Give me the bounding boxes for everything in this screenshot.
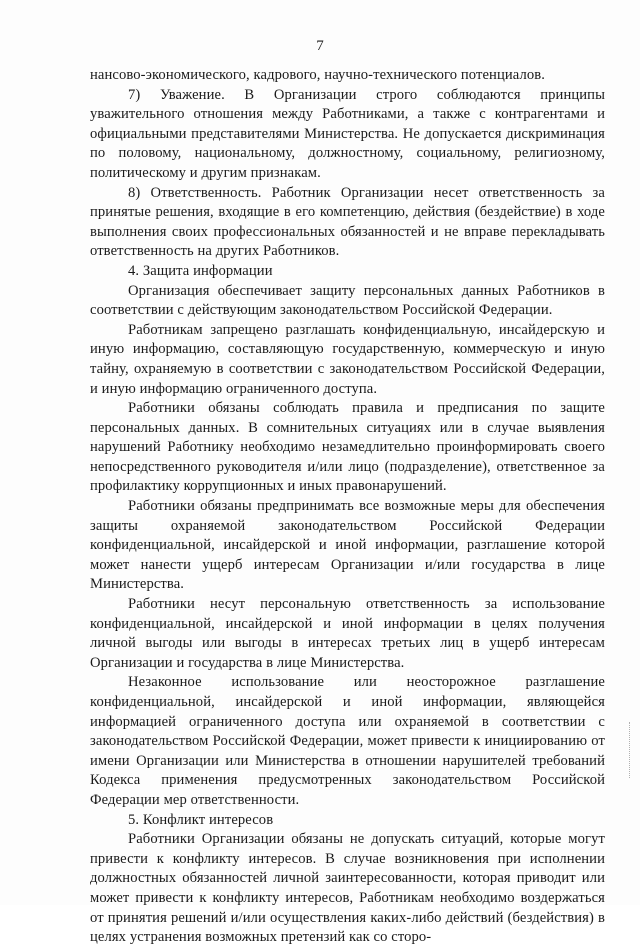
paragraph-respect: 7) Уважение. В Организации строго соблюдаются принципы уважительного отношения между Работниками, а также с контрагентами и официальными представителями Министерства. Не допускается дискриминация по половому, национальному, должностному, социальному, религиозному, политическому и другим признакам. bbox=[90, 86, 605, 181]
section-heading-information-protection: 4. Защита информации bbox=[128, 262, 273, 279]
paragraph-responsibility: 8) Ответственность. Работник Организации несет ответственность за принятые решения, входящие в его компетенцию, действия (бездействие) в ходе выполнения своих профессиональных обязанностей и не вправе перекладывать ответственность на других Работников. bbox=[90, 184, 605, 260]
page-number: 7 bbox=[316, 38, 324, 54]
section-heading-conflict-of-interest: 5. Конфликт интересов bbox=[128, 811, 274, 828]
paragraph-continuation: нансово-экономического, кадрового, научно-технического потенциалов. bbox=[90, 67, 546, 83]
paragraph-conflict-avoidance: Работники Организации обязаны не допускать ситуаций, которые могут привести к конфликту интересов. В случае возникновения при исполнении должностных обязанностей личной заинтересованности, которая приводит или может привести к конфликту интересов, Работникам необходимо воздержаться от принятия решений и/или осуществления каких-либо действий (бездействия) в целях устранения возможных претензий как со сторо- bbox=[90, 831, 605, 946]
paragraph-illegal-use: Незаконное использование или неосторожное разглашение конфиденциальной, инсайдерской и иной информации, являющейся информацией ограниченного доступа или охраняемой в соответствии с законодательством Российской Федерации, может привести к инициированию от имени Организации или Министерства в отношении нарушителей требований Кодекса применения предусмотренных законодательством Российской Федерации мер ответственности. bbox=[90, 674, 605, 808]
document-body bbox=[90, 66, 605, 948]
paragraph-protection-measures: Работники обязаны предпринимать все возможные меры для обеспечения защиты охраняемой законодательством Российской Федерации конфиденциальной, инсайдерской и иной информации, разглашение которой может нанести ущерб интересам Организации и/или государства в лице Министерства. bbox=[90, 498, 605, 593]
paragraph-personal-liability: Работники несут персональную ответственность за использование конфиденциальной, инсайдерской и иной информации в целях получения личной выгоды или выгоды в интересах третьих лиц в ущерб интересам Организации и государства в лице Министерства. bbox=[90, 596, 605, 671]
paragraph-disclosure-ban: Работникам запрещено разглашать конфиденциальную, инсайдерскую и иную информацию, составляющую государственную, коммерческую и иную тайну, охраняемую в соответствии с законодательством Российской Федерации, и иную информацию ограниченного доступа. bbox=[90, 321, 605, 397]
paragraph-protection-rules: Работники обязаны соблюдать правила и предписания по защите персональных данных. В сомнительных ситуациях или в случае выявления нарушений Работнику необходимо незамедлительно проинформировать своего непосредственного руководителя и/или лицо (подразделение), ответственное за профилактику коррупционных и иных правонарушений. bbox=[90, 400, 605, 495]
scan-edge-mark bbox=[629, 722, 632, 778]
paragraph-personal-data: Организация обеспечивает защиту персональных данных Работников в соответствии с действующим законодательством Российской Федерации. bbox=[90, 282, 605, 319]
